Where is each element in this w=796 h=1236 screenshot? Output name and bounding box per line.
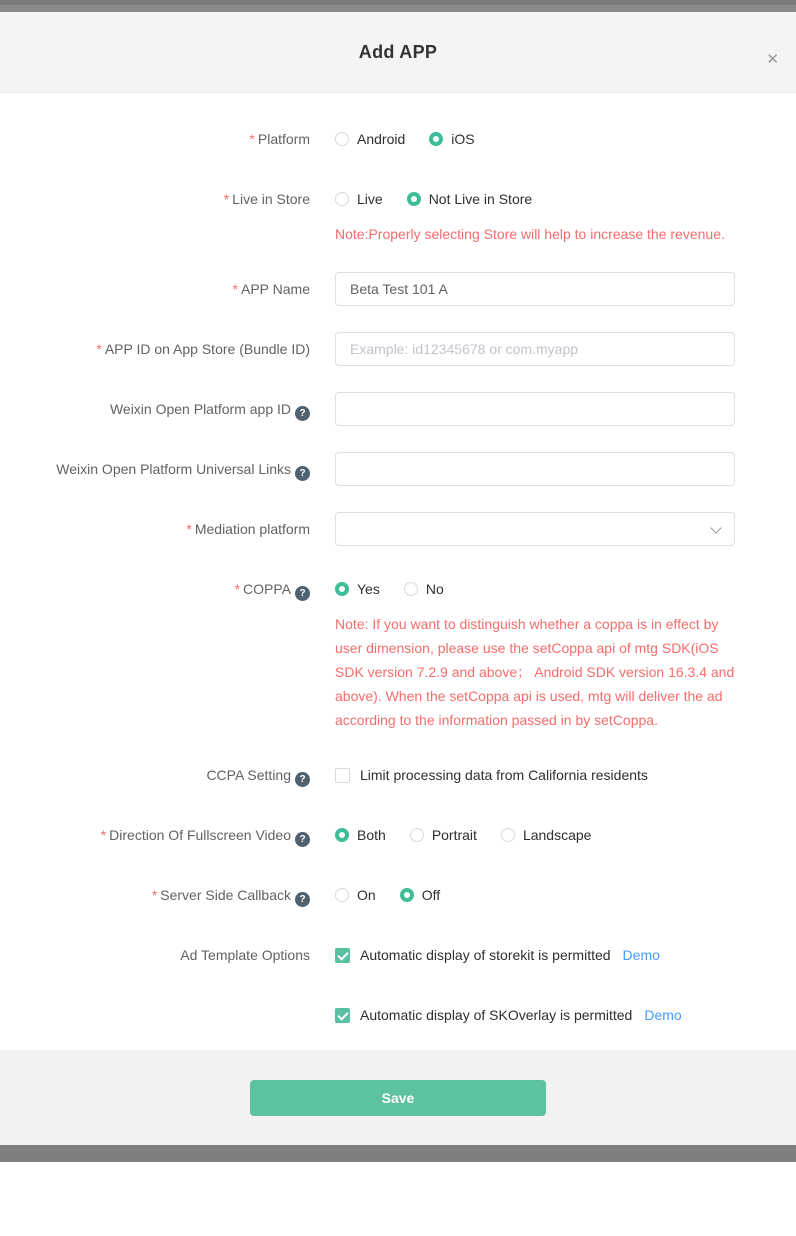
radio-icon[interactable] — [335, 192, 349, 206]
radio-label: Both — [357, 827, 386, 843]
radio-callback-off[interactable] — [400, 887, 440, 903]
ad-template-skoverlay-row — [0, 998, 796, 1032]
radio-not-live-in-store[interactable] — [407, 191, 533, 207]
weixin-app-id-row — [0, 392, 796, 426]
help-icon[interactable]: ? — [295, 466, 310, 481]
radio-label: Portrait — [431, 827, 477, 843]
save-button[interactable]: Save — [250, 1080, 546, 1116]
radio-label: Live — [357, 191, 383, 207]
storekit-checkbox[interactable] — [335, 948, 350, 963]
chevron-down-icon — [710, 522, 721, 533]
skoverlay-checkbox[interactable] — [335, 1008, 350, 1023]
mediation-platform-row — [0, 512, 796, 546]
radio-icon[interactable] — [335, 888, 349, 902]
required-asterisk: * — [223, 191, 230, 207]
required-asterisk: * — [96, 341, 102, 357]
required-asterisk: * — [249, 131, 255, 147]
help-icon[interactable]: ? — [295, 892, 310, 907]
weixin-app-id-label: Weixin Open Platform app ID ? — [0, 392, 335, 426]
modal-title: Add APP — [358, 41, 438, 62]
live-in-store-row — [0, 182, 796, 246]
mediation-platform-label: * Mediation platform — [186, 521, 310, 537]
skoverlay-checkbox-label[interactable]: Automatic display of SKOverlay is permitted — [360, 1007, 633, 1023]
fullscreen-direction-row — [0, 818, 796, 852]
radio-label: Not Live in Store — [428, 191, 533, 207]
radio-icon[interactable] — [335, 828, 349, 842]
app-id-label: * APP ID on App Store (Bundle ID) — [96, 341, 310, 357]
radio-icon[interactable] — [335, 582, 349, 596]
radio-label: Yes — [357, 581, 380, 597]
required-asterisk: * — [234, 581, 241, 597]
app-name-input[interactable] — [335, 272, 735, 306]
ad-template-options-label: Ad Template Options — [180, 947, 310, 963]
required-asterisk: * — [186, 521, 192, 537]
radio-callback-on[interactable] — [335, 887, 376, 903]
radio-live[interactable] — [335, 191, 383, 207]
weixin-universal-links-row — [0, 452, 796, 486]
radio-icon[interactable] — [335, 132, 349, 146]
weixin-universal-links-label: Weixin Open Platform Universal Links ? — [0, 452, 335, 486]
modal-footer — [0, 1050, 796, 1145]
platform-row — [0, 122, 796, 156]
app-id-row — [0, 332, 796, 366]
ccpa-row — [0, 758, 796, 792]
radio-landscape[interactable] — [501, 827, 592, 843]
radio-label: iOS — [451, 131, 475, 147]
page-background-bottom — [0, 1145, 796, 1162]
radio-label: No — [425, 581, 444, 597]
live-in-store-label: * Live in Store — [223, 191, 310, 207]
coppa-label: * COPPA ? — [0, 572, 335, 606]
ccpa-checkbox[interactable] — [335, 768, 350, 783]
weixin-app-id-input[interactable] — [335, 392, 735, 426]
close-icon[interactable]: ✕ — [766, 51, 779, 68]
modal-header — [0, 12, 796, 93]
fullscreen-direction-label: * Direction Of Fullscreen Video ? — [0, 818, 335, 852]
live-in-store-note: Note:Properly selecting Store will help to increase the revenue. — [335, 226, 725, 242]
radio-coppa-yes[interactable] — [335, 581, 380, 597]
radio-both[interactable] — [335, 827, 386, 843]
radio-icon[interactable] — [410, 828, 424, 842]
radio-coppa-no[interactable] — [404, 581, 444, 597]
storekit-demo-link[interactable]: Demo — [622, 947, 660, 963]
help-icon[interactable]: ? — [295, 772, 310, 787]
app-id-input[interactable] — [335, 332, 735, 366]
app-name-label: * APP Name — [232, 281, 310, 297]
add-app-form — [0, 93, 796, 1032]
radio-ios[interactable] — [429, 131, 474, 147]
radio-android[interactable] — [335, 131, 405, 147]
radio-label: On — [357, 887, 376, 903]
radio-icon[interactable] — [407, 192, 421, 206]
ad-template-storekit-row — [0, 938, 796, 972]
required-asterisk: * — [151, 887, 158, 903]
ccpa-label: CCPA Setting ? — [0, 758, 335, 792]
page-background-top-light — [0, 5, 796, 12]
coppa-note: Note: If you want to distinguish whether a coppa is in effect by user dimension, please use the setCoppa api of mtg SDK(iOS SDK version 7.2.9 and above； Android SDK version 16.3.4 and above). When the setCoppa api is used, mtg will deliver the ad according to the information passed in by setCoppa. — [335, 616, 735, 728]
help-icon[interactable]: ? — [295, 832, 310, 847]
weixin-universal-links-input[interactable] — [335, 452, 735, 486]
storekit-checkbox-label[interactable]: Automatic display of storekit is permitted — [360, 947, 611, 963]
mediation-platform-select[interactable] — [335, 512, 735, 546]
radio-icon[interactable] — [400, 888, 414, 902]
radio-label: Landscape — [522, 827, 592, 843]
radio-icon[interactable] — [429, 132, 443, 146]
radio-icon[interactable] — [404, 582, 418, 596]
server-side-callback-row — [0, 878, 796, 912]
radio-portrait[interactable] — [410, 827, 477, 843]
help-icon[interactable]: ? — [295, 586, 310, 601]
skoverlay-demo-link[interactable]: Demo — [644, 1007, 682, 1023]
required-asterisk: * — [100, 827, 107, 843]
ccpa-checkbox-label[interactable]: Limit processing data from California residents — [360, 767, 648, 783]
radio-icon[interactable] — [501, 828, 515, 842]
platform-label: * Platform — [249, 131, 310, 147]
radio-label: Android — [357, 131, 406, 147]
required-asterisk: * — [232, 281, 238, 297]
help-icon[interactable]: ? — [295, 406, 310, 421]
radio-label: Off — [421, 887, 441, 903]
server-side-callback-label: * Server Side Callback ? — [0, 878, 335, 912]
coppa-row — [0, 572, 796, 732]
app-name-row — [0, 272, 796, 306]
